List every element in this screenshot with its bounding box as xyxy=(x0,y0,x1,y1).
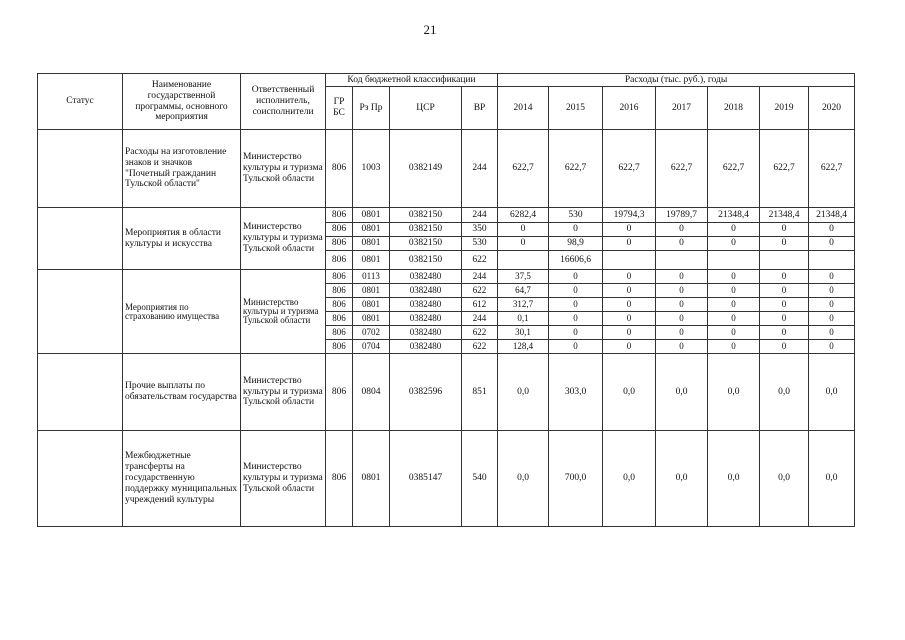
csr-cell: 0382150 xyxy=(390,251,462,270)
year-value-cell: 0 xyxy=(809,326,855,340)
status-cell xyxy=(38,354,123,431)
program-name-cell: Мероприятия в области культуры и искусства xyxy=(123,208,241,270)
responsible-cell: Министерство культуры и туризма Тульской области xyxy=(241,208,326,270)
year-value-cell: 0 xyxy=(656,312,708,326)
year-value-cell: 0 xyxy=(603,237,656,251)
year-value-cell: 19789,7 xyxy=(656,208,708,223)
grbs-cell: 806 xyxy=(326,208,353,223)
year-value-cell: 0 xyxy=(603,298,656,312)
year-value-cell: 700,0 xyxy=(549,431,603,527)
rzpr-cell: 1003 xyxy=(353,130,390,208)
rzpr-cell: 0704 xyxy=(353,340,390,354)
year-value-cell: 21348,4 xyxy=(708,208,760,223)
year-value-cell: 0 xyxy=(656,284,708,298)
year-value-cell: 21348,4 xyxy=(809,208,855,223)
year-value-cell xyxy=(603,251,656,270)
header-year: 2020 xyxy=(809,87,855,130)
csr-cell: 0382150 xyxy=(390,208,462,223)
grbs-cell: 806 xyxy=(326,298,353,312)
header-budget-code: Код бюджетной классификации xyxy=(326,74,498,87)
year-value-cell: 622,7 xyxy=(809,130,855,208)
vr-cell: 622 xyxy=(462,251,498,270)
csr-cell: 0385147 xyxy=(390,431,462,527)
vr-cell: 244 xyxy=(462,208,498,223)
year-value-cell: 0 xyxy=(708,312,760,326)
csr-cell: 0382149 xyxy=(390,130,462,208)
year-value-cell: 0 xyxy=(760,298,809,312)
year-value-cell: 0 xyxy=(708,223,760,237)
grbs-cell: 806 xyxy=(326,340,353,354)
header-year: 2015 xyxy=(549,87,603,130)
year-value-cell: 0 xyxy=(656,237,708,251)
year-value-cell: 0,0 xyxy=(656,354,708,431)
grbs-cell: 806 xyxy=(326,312,353,326)
year-value-cell: 0 xyxy=(656,340,708,354)
year-value-cell: 0 xyxy=(760,284,809,298)
table-row xyxy=(38,130,855,208)
year-value-cell: 0 xyxy=(809,312,855,326)
grbs-cell: 806 xyxy=(326,354,353,431)
year-value-cell: 0 xyxy=(809,340,855,354)
year-value-cell: 0 xyxy=(498,237,549,251)
year-value-cell: 0,0 xyxy=(603,431,656,527)
year-value-cell: 0,0 xyxy=(760,431,809,527)
header-grbs: ГР БС xyxy=(326,87,353,130)
year-value-cell: 0,0 xyxy=(708,431,760,527)
year-value-cell: 30,1 xyxy=(498,326,549,340)
grbs-cell: 806 xyxy=(326,326,353,340)
year-value-cell: 622,7 xyxy=(760,130,809,208)
program-name-cell: Межбюджетные трансферты на государственную поддержку муниципальных учреждений культуры xyxy=(123,431,241,527)
year-value-cell: 0 xyxy=(549,312,603,326)
vr-cell: 350 xyxy=(462,223,498,237)
year-value-cell: 0 xyxy=(760,326,809,340)
vr-cell: 540 xyxy=(462,431,498,527)
grbs-cell: 806 xyxy=(326,251,353,270)
year-value-cell: 0 xyxy=(603,284,656,298)
year-value-cell: 0 xyxy=(809,223,855,237)
year-value-cell xyxy=(498,251,549,270)
year-value-cell: 0,0 xyxy=(498,431,549,527)
year-value-cell: 0 xyxy=(603,223,656,237)
grbs-cell: 806 xyxy=(326,237,353,251)
year-value-cell: 0 xyxy=(708,270,760,284)
year-value-cell xyxy=(760,251,809,270)
status-cell xyxy=(38,130,123,208)
rzpr-cell: 0702 xyxy=(353,326,390,340)
year-value-cell: 0,0 xyxy=(603,354,656,431)
year-value-cell: 0 xyxy=(708,284,760,298)
year-value-cell: 98,9 xyxy=(549,237,603,251)
csr-cell: 0382150 xyxy=(390,223,462,237)
header-year: 2019 xyxy=(760,87,809,130)
year-value-cell: 0 xyxy=(809,270,855,284)
grbs-cell: 806 xyxy=(326,223,353,237)
year-value-cell: 622,7 xyxy=(498,130,549,208)
year-value-cell: 312,7 xyxy=(498,298,549,312)
year-value-cell: 0 xyxy=(708,340,760,354)
header-rzpr: Рз Пр xyxy=(353,87,390,130)
year-value-cell: 64,7 xyxy=(498,284,549,298)
year-value-cell: 21348,4 xyxy=(760,208,809,223)
year-value-cell: 0 xyxy=(708,298,760,312)
year-value-cell: 0 xyxy=(549,223,603,237)
vr-cell: 530 xyxy=(462,237,498,251)
year-value-cell: 0,0 xyxy=(708,354,760,431)
year-value-cell: 0 xyxy=(656,326,708,340)
rzpr-cell: 0801 xyxy=(353,251,390,270)
year-value-cell: 622,7 xyxy=(656,130,708,208)
csr-cell: 0382480 xyxy=(390,312,462,326)
table-row xyxy=(38,208,855,223)
rzpr-cell: 0801 xyxy=(353,237,390,251)
year-value-cell: 0 xyxy=(809,298,855,312)
vr-cell: 244 xyxy=(462,312,498,326)
year-value-cell: 0,0 xyxy=(760,354,809,431)
grbs-cell: 806 xyxy=(326,431,353,527)
table-row xyxy=(38,431,855,527)
rzpr-cell: 0801 xyxy=(353,284,390,298)
year-value-cell: 0 xyxy=(603,340,656,354)
header-year: 2018 xyxy=(708,87,760,130)
program-name-cell: Прочие выплаты по обязательствам государства xyxy=(123,354,241,431)
rzpr-cell: 0113 xyxy=(353,270,390,284)
year-value-cell: 622,7 xyxy=(708,130,760,208)
responsible-cell: Министерство культуры и туризма Тульской области xyxy=(241,431,326,527)
year-value-cell: 0 xyxy=(708,237,760,251)
status-cell xyxy=(38,270,123,354)
header-year: 2017 xyxy=(656,87,708,130)
header-year: 2014 xyxy=(498,87,549,130)
year-value-cell: 0,0 xyxy=(498,354,549,431)
table-row xyxy=(38,270,855,284)
year-value-cell: 0 xyxy=(549,270,603,284)
header-year: 2016 xyxy=(603,87,656,130)
year-value-cell: 128,4 xyxy=(498,340,549,354)
year-value-cell: 0 xyxy=(760,312,809,326)
header-csr: ЦСР xyxy=(390,87,462,130)
responsible-cell: Министерство культуры и туризма Тульской области xyxy=(241,354,326,431)
year-value-cell: 0 xyxy=(498,223,549,237)
vr-cell: 244 xyxy=(462,270,498,284)
year-value-cell: 0 xyxy=(603,312,656,326)
csr-cell: 0382596 xyxy=(390,354,462,431)
year-value-cell: 0 xyxy=(760,237,809,251)
program-name-cell: Расходы на изготовление знаков и значков "Почетный гражданин Тульской области" xyxy=(123,130,241,208)
vr-cell: 244 xyxy=(462,130,498,208)
rzpr-cell: 0801 xyxy=(353,208,390,223)
year-value-cell: 6282,4 xyxy=(498,208,549,223)
header-status: Статус xyxy=(38,74,123,130)
status-cell xyxy=(38,431,123,527)
year-value-cell: 0 xyxy=(549,298,603,312)
header-responsible: Ответственный исполнитель, соисполнители xyxy=(241,74,326,130)
year-value-cell: 0 xyxy=(549,284,603,298)
page-number: 21 xyxy=(423,22,437,37)
responsible-cell: Министерство культуры и туризма Тульской области xyxy=(241,130,326,208)
csr-cell: 0382480 xyxy=(390,270,462,284)
year-value-cell: 622,7 xyxy=(603,130,656,208)
budget-table xyxy=(37,73,855,527)
csr-cell: 0382480 xyxy=(390,340,462,354)
year-value-cell: 0 xyxy=(603,326,656,340)
header-program-name: Наименование государственной программы, основного мероприятия xyxy=(123,74,241,130)
year-value-cell xyxy=(708,251,760,270)
year-value-cell: 0 xyxy=(656,298,708,312)
year-value-cell: 0,0 xyxy=(809,431,855,527)
year-value-cell: 0 xyxy=(708,326,760,340)
year-value-cell: 0 xyxy=(809,237,855,251)
rzpr-cell: 0801 xyxy=(353,298,390,312)
vr-cell: 612 xyxy=(462,298,498,312)
responsible-cell: Министерство культуры и туризма Тульской области xyxy=(241,270,326,354)
csr-cell: 0382480 xyxy=(390,298,462,312)
year-value-cell: 0 xyxy=(549,340,603,354)
year-value-cell: 37,5 xyxy=(498,270,549,284)
grbs-cell: 806 xyxy=(326,270,353,284)
grbs-cell: 806 xyxy=(326,130,353,208)
year-value-cell: 0,0 xyxy=(809,354,855,431)
vr-cell: 622 xyxy=(462,340,498,354)
year-value-cell xyxy=(809,251,855,270)
table-row xyxy=(38,354,855,431)
year-value-cell: 0 xyxy=(760,223,809,237)
year-value-cell: 0 xyxy=(656,223,708,237)
header-expenses: Расходы (тыс. руб.), годы xyxy=(498,74,855,87)
rzpr-cell: 0801 xyxy=(353,223,390,237)
csr-cell: 0382150 xyxy=(390,237,462,251)
year-value-cell: 530 xyxy=(549,208,603,223)
year-value-cell: 303,0 xyxy=(549,354,603,431)
year-value-cell: 0,0 xyxy=(656,431,708,527)
year-value-cell: 0 xyxy=(760,340,809,354)
year-value-cell: 0 xyxy=(760,270,809,284)
program-name-cell: Мероприятия по страхованию имущества xyxy=(123,270,241,354)
status-cell xyxy=(38,208,123,270)
vr-cell: 851 xyxy=(462,354,498,431)
year-value-cell: 0 xyxy=(809,284,855,298)
year-value-cell: 622,7 xyxy=(549,130,603,208)
csr-cell: 0382480 xyxy=(390,326,462,340)
csr-cell: 0382480 xyxy=(390,284,462,298)
vr-cell: 622 xyxy=(462,284,498,298)
grbs-cell: 806 xyxy=(326,284,353,298)
year-value-cell: 0 xyxy=(656,270,708,284)
year-value-cell: 0 xyxy=(603,270,656,284)
rzpr-cell: 0801 xyxy=(353,312,390,326)
year-value-cell: 0 xyxy=(549,326,603,340)
header-vr: ВР xyxy=(462,87,498,130)
year-value-cell: 16606,6 xyxy=(549,251,603,270)
year-value-cell xyxy=(656,251,708,270)
vr-cell: 622 xyxy=(462,326,498,340)
year-value-cell: 0,1 xyxy=(498,312,549,326)
rzpr-cell: 0804 xyxy=(353,354,390,431)
year-value-cell: 19794,3 xyxy=(603,208,656,223)
rzpr-cell: 0801 xyxy=(353,431,390,527)
